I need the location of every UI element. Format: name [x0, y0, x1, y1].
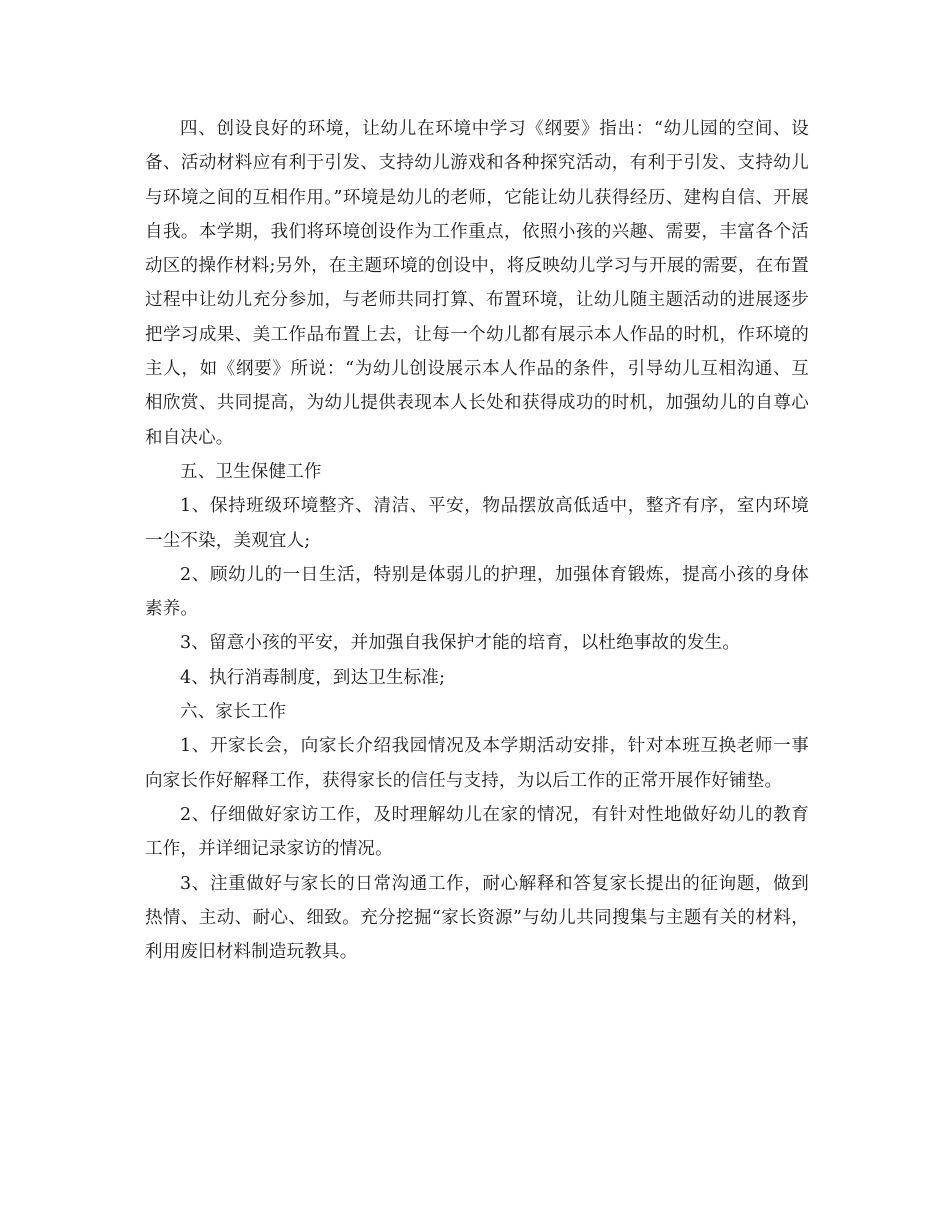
document-body — [145, 112, 809, 969]
paragraph-health-1: 1、保持班级环境整齐、清洁、平安，物品摆放高低适中，整齐有序，室内环境一尘不染，美观宜人; — [145, 496, 809, 551]
paragraph-environment: 四、创设良好的环境，让幼儿在环境中学习《纲要》指出：“幼儿园的空间、设备、活动材料应有利于引发、支持幼儿游戏和各种探究活动，有利于引发、支持幼儿与环境之间的互相作用。”环境是幼儿的老师，它能让幼儿获得经历、建构自信、开展自我。本学期，我们将环境创设作为工作重点，依照小孩的兴趣、需要，丰富各个活动区的操作材料;另外，在主题环境的创设中，将反映幼儿学习与开展的需要，在布置过程中让幼儿充分参加，与老师共同打算、布置环境，让幼儿随主题活动的进展逐步把学习成果、美工作品布置上去，让每一个幼儿都有展示本人作品的时机，作环境的主人，如《纲要》所说：“为幼儿创设展示本人作品的条件，引导幼儿互相沟通、互相欣赏、共同提高，为幼儿提供表现本人长处和获得成功的时机，加强幼儿的自尊心和自决心。 — [145, 119, 809, 448]
heading-parent-work: 六、家长工作 — [180, 702, 287, 723]
paragraph-health-4: 4、执行消毒制度，到达卫生标准; — [180, 667, 446, 688]
paragraph-parent-1: 1、开家长会，向家长介绍我园情况及本学期活动安排，针对本班互换老师一事向家长作好解释工作，获得家长的信任与支持，为以后工作的正常开展作好铺垫。 — [145, 736, 809, 791]
paragraph-health-2: 2、顾幼儿的一日生活，特别是体弱儿的护理，加强体育锻炼，提高小孩的身体素养。 — [145, 564, 809, 620]
heading-health-care: 五、卫生保健工作 — [180, 461, 322, 482]
paragraph-parent-3: 3、注重做好与家长的日常沟通工作，耐心解释和答复家长提出的征询题，做到热情、主动、耐心、细致。充分挖掘“家长资源”与幼儿共同搜集与主题有关的材料，利用废旧材料制造玩教具。 — [145, 873, 809, 963]
paragraph-parent-2: 2、仔细做好家访工作，及时理解幼儿在家的情况，有针对性地做好幼儿的教育工作，并详细记录家访的情况。 — [145, 804, 809, 860]
paragraph-health-3: 3、留意小孩的平安，并加强自我保护才能的培育，以杜绝事故的发生。 — [180, 633, 741, 654]
